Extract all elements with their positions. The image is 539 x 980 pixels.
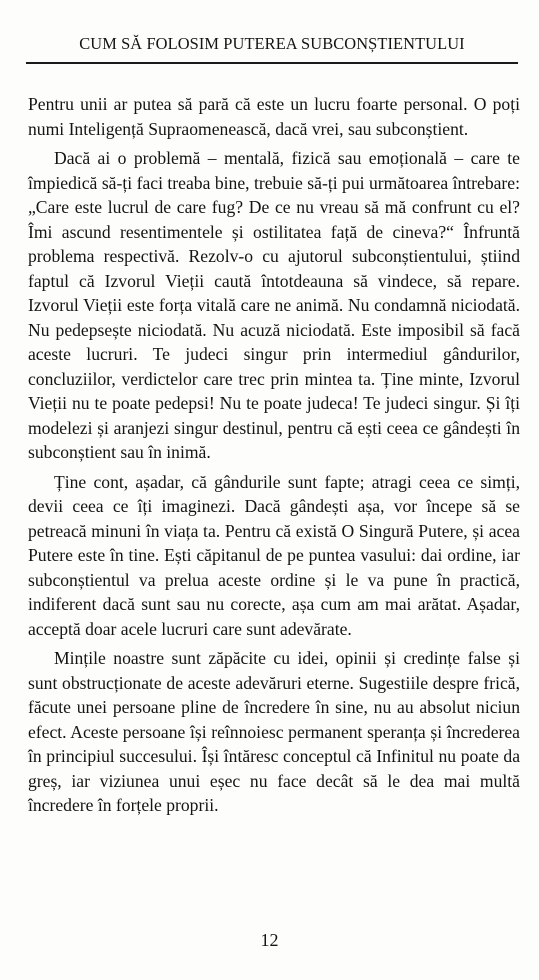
running-header: CUM SĂ FOLOSIM PUTEREA SUBCONȘTIENTULUI: [79, 34, 465, 53]
paragraph: Pentru unii ar putea să pară că este un lucru foarte personal. O poți numi Inteligență Supraomenească, dacă vrei, sau subconștient.: [28, 94, 520, 139]
body-text: [28, 92, 520, 818]
page-number: 12: [260, 930, 279, 950]
paragraph: Dacă ai o problemă – mentală, fizică sau emoțională – care te împiedică să-ți faci treaba bine, trebuie să-ți pui următoarea întrebare: „Care este lucrul de care fug? De ce nu vreau să mă confrunt cu el? Îmi ascund resentimentele și ostilitatea față de cineva?“ Înfruntă problema respectivă. Rezolv-o cu ajutorul subconștientului, știind faptul că Izvorul Vieții caută întotdeauna să vindece, să repare. Izvorul Vieții este forța vitală care ne animă. Nu condamnă niciodată. Nu pedepsește niciodată. Nu acuză niciodată. Este imposibil să facă aceste lucruri. Te judeci singur prin intermediul gândurilor, concluziilor, verdictelor care trec prin mintea ta. Ține minte, Izvorul Vieții nu te poate pedepsi! Nu te poate judeca! Te judeci singur. Și îți modelezi și aranjezi singur destinul, pentru că ești ceea ce gândești în subconștient sau în inimă.: [28, 148, 520, 462]
paragraph: Mințile noastre sunt zăpăcite cu idei, opinii și credințe false și sunt obstrucționate de aceste adevăruri eterne. Sugestiile despre frică, făcute unei persoane pline de încredere în sine, nu au absolut niciun efect. Aceste persoane își reînnoiesc permanent speranța și încrederea în principiul succesului. Își întăresc conceptul că Infinitul nu poate da greș, iar viziunea unui eșec nu face decât să le dea mai multă încredere în forțele proprii.: [28, 648, 520, 815]
header-rule: [26, 62, 518, 64]
paragraph: Ține cont, așadar, că gândurile sunt fapte; atragi ceea ce simți, devii ceea ce îți imaginezi. Dacă gândești așa, vor începe să se petreacă minuni în viața ta. Pentru că există O Singură Putere, și acea Putere este în tine. Ești căpitanul de pe puntea vasului: dai ordine, iar subconștientul va prelua aceste ordine și le va pune în practică, indiferent dacă sunt sau nu corecte, așa cum am mai arătat. Așadar, acceptă doar acele lucruri care sunt adevărate.: [28, 471, 520, 639]
